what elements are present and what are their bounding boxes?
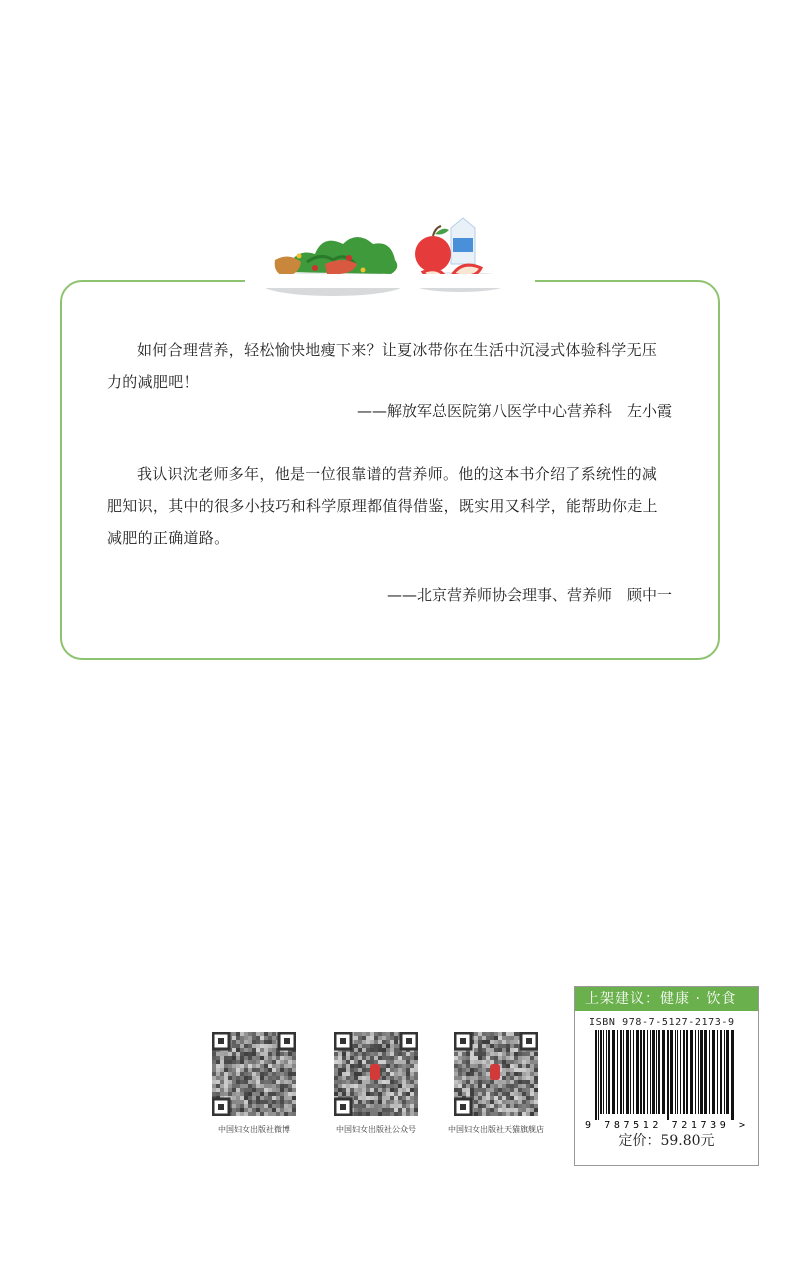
qr-wechat (328, 1032, 424, 1135)
barcode-digits: 9 787512 721739 > (585, 1120, 745, 1130)
shelf-suggestion: 上架建议：健康 · 饮食 (575, 987, 758, 1011)
qr-code-icon (334, 1032, 418, 1116)
testimonial-text-2: 我认识沈老师多年，他是一位很靠谱的营养师。他的这本书介绍了系统性的减肥知识，其中的很多小技巧和科学原理都值得借鉴，既实用又科学，能帮助你走上减肥的正确道路。 (107, 465, 658, 547)
testimonial-attribution-2: ——北京营养师协会理事、营养师 顾中一 (386, 586, 672, 604)
testimonial-text-1: 如何合理营养，轻松愉快地瘦下来？让夏冰带你在生活中沉浸式体验科学无压力的减肥吧！ (107, 341, 658, 391)
qr-code-icon (454, 1032, 538, 1116)
qr-weibo (206, 1032, 302, 1135)
qr-code-icon (212, 1032, 296, 1116)
barcode-icon (585, 1030, 749, 1130)
isbn-number: ISBN 978-7-5127-2173-9 (589, 1017, 735, 1028)
qr-tmall (448, 1032, 544, 1135)
frame-gap (245, 274, 535, 288)
isbn-box (574, 986, 759, 1166)
qr-caption: 中国妇女出版社天猫旗舰店 (448, 1125, 544, 1134)
testimonial-attribution-1: ——解放军总医院第八医学中心营养科 左小霞 (356, 402, 672, 420)
qr-caption: 中国妇女出版社微博 (218, 1125, 290, 1134)
price: 定价：59.80元 (618, 1133, 715, 1149)
qr-caption: 中国妇女出版社公众号 (336, 1125, 416, 1134)
